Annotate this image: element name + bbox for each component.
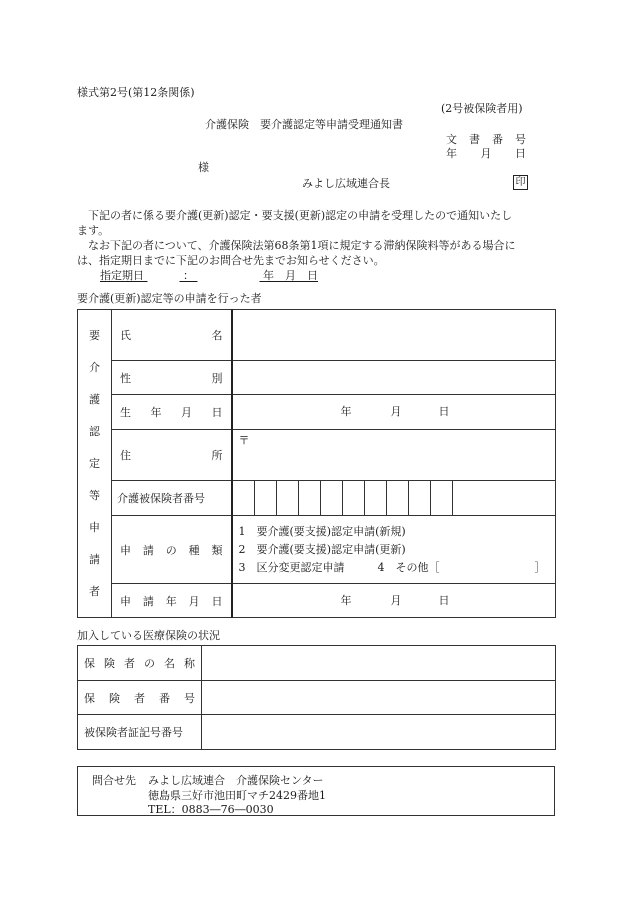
- document-number: 文 書 番 号: [446, 133, 526, 146]
- digit-cell[interactable]: [233, 481, 255, 515]
- name-field[interactable]: [232, 310, 556, 361]
- digit-cell[interactable]: [365, 481, 387, 515]
- type-option-change-other[interactable]: 3 区分変更認定申請 4 その他［ ］: [238, 560, 546, 574]
- application-type-label: 申 請 の 種 類: [112, 516, 232, 584]
- issuer-name: みよし広域連合長: [302, 177, 390, 190]
- applicant-section-title: 要介護(更新)認定等の申請を行った者: [77, 292, 262, 305]
- insurance-table: [77, 645, 556, 750]
- insurance-section-title: 加入している医療保険の状況: [77, 629, 220, 642]
- insured-number-field[interactable]: [232, 481, 556, 516]
- digit-cell[interactable]: [409, 481, 431, 515]
- notice-paragraph-2: なお下記の者について、介護保険法第68条第1項に規定する滞納保険料等がある場合に は、指定期日までに下記のお問合せ先までお知らせください。: [77, 239, 516, 267]
- deadline-date: 年 月 日: [263, 269, 318, 282]
- application-date-field[interactable]: 年 月 日: [232, 584, 556, 618]
- digit-cell[interactable]: [431, 481, 453, 515]
- issue-date: 年 月 日: [446, 147, 526, 160]
- digit-cell[interactable]: [321, 481, 343, 515]
- contact-org: みよし広域連合 介護保険センター: [148, 774, 324, 787]
- sex-field[interactable]: [232, 361, 556, 395]
- digit-cell[interactable]: [343, 481, 365, 515]
- name-label: 氏 名: [112, 310, 232, 361]
- address-field[interactable]: [232, 430, 556, 481]
- insured-category: (2号被保険者用): [441, 102, 523, 115]
- type-option-renewal[interactable]: 2 要介護(要支援)認定申請(更新): [238, 542, 406, 556]
- deadline-label: 指定期日: [100, 269, 144, 282]
- notice-paragraph-1: 下記の者に係る要介護(更新)認定・要支援(更新)認定の申請を受理したので通知いたし ます。: [77, 209, 513, 237]
- contact-address: 徳島県三好市池田町マチ2429番地1: [148, 789, 326, 802]
- digit-cell[interactable]: [255, 481, 277, 515]
- document-title: 介護保険 要介護認定等申請受理通知書: [205, 118, 403, 131]
- digit-cell[interactable]: [277, 481, 299, 515]
- address-label: 住 所: [112, 430, 232, 481]
- applicant-side-label: 要 介 護 認 定 等 申 請 者: [78, 310, 112, 618]
- type-option-new[interactable]: 1 要介護(要支援)認定申請(新規): [238, 524, 406, 538]
- contact-box: [77, 766, 555, 816]
- recipient-honorific: 様: [198, 161, 209, 174]
- application-date-label: 申 請 年 月 日: [112, 584, 232, 618]
- insured-number-label: 介護被保険者番号: [112, 481, 232, 516]
- digit-cell[interactable]: [387, 481, 409, 515]
- insurer-name-label: 保 険 者 の 名 称: [78, 646, 202, 681]
- insurer-number-field[interactable]: [202, 681, 556, 715]
- insurer-number-label: 保 険 者 番 号: [78, 681, 202, 715]
- application-type-options: [232, 516, 556, 584]
- birth-date-field[interactable]: 年 月 日: [232, 395, 556, 430]
- sex-label: 性 別: [112, 361, 232, 395]
- digit-cell[interactable]: [299, 481, 321, 515]
- insured-card-number-label: 被保険者証記号番号: [78, 715, 202, 750]
- insurer-name-field[interactable]: [202, 646, 556, 681]
- form-id: 様式第2号(第12条関係): [77, 86, 195, 99]
- seal-mark: 印: [513, 175, 528, 190]
- contact-tel: TEL：0883―76―0030: [148, 803, 274, 816]
- postal-mark: 〒: [238, 434, 250, 447]
- deadline-line: 指定期日 ： 年 月 日: [100, 269, 318, 282]
- birth-date-label: 生 年 月 日: [112, 395, 232, 430]
- insured-card-number-field[interactable]: [202, 715, 556, 750]
- applicant-table: [77, 309, 556, 618]
- contact-label: 問合せ先: [92, 774, 136, 787]
